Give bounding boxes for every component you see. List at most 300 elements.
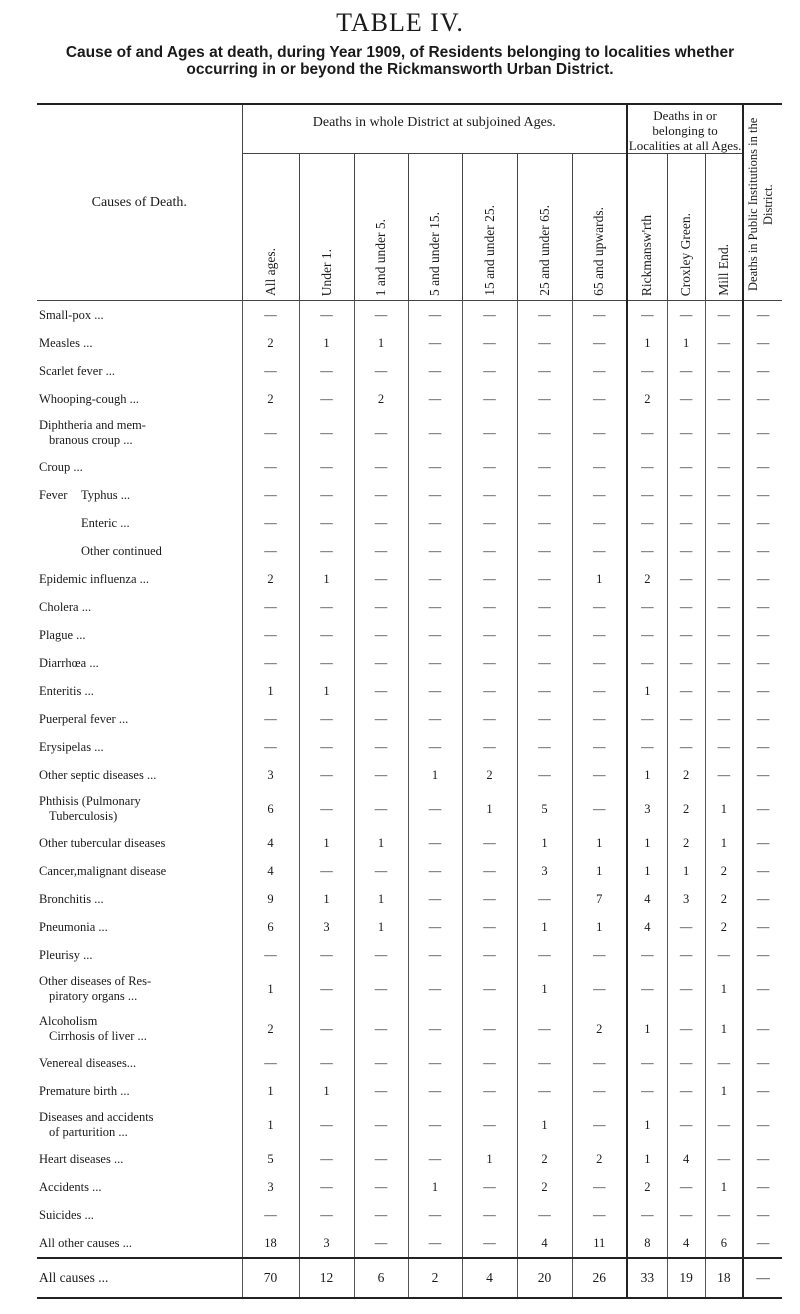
value-cell: — [462,413,517,453]
value-cell: — [354,1049,408,1077]
value-cell: — [408,1049,462,1077]
value-cell: — [572,537,627,565]
value-cell: — [462,1009,517,1049]
value-cell: 1 [408,1173,462,1201]
value-cell: — [627,649,667,677]
value-cell: — [517,301,572,330]
value-cell: — [705,761,743,789]
value-cell: — [408,385,462,413]
cause-cell: Fever Typhus ... [39,487,131,502]
value-cell: — [743,1229,782,1258]
value-cell: — [517,1049,572,1077]
value-cell: — [354,857,408,885]
value-cell: — [743,1258,782,1298]
value-cell: — [408,537,462,565]
column-header: 25 and under 65. [517,154,572,301]
value-cell: — [627,509,667,537]
cause-cell: Alcoholism Cirrhosis of liver ... [39,1014,147,1043]
value-cell: 1 [627,677,667,705]
value-cell: 18 [242,1229,299,1258]
table-row [37,1145,782,1173]
value-cell: — [408,941,462,969]
value-cell: — [354,733,408,761]
value-cell: 7 [572,885,627,913]
cause-cell: All causes ... [37,1258,242,1298]
value-cell: 3 [299,1229,354,1258]
value-cell: 6 [242,913,299,941]
value-cell: 1 [627,329,667,357]
value-cell: 12 [299,1258,354,1298]
value-cell: — [408,677,462,705]
cause-cell: Erysipelas ... [39,739,104,754]
value-cell: — [408,413,462,453]
value-cell: 1 [705,829,743,857]
cause-cell: Premature birth ... [39,1083,130,1098]
value-cell: — [462,453,517,481]
value-cell: — [408,509,462,537]
value-cell: 1 [354,885,408,913]
table-row [37,677,782,705]
value-cell: — [354,593,408,621]
value-cell: 3 [242,761,299,789]
value-cell: — [354,789,408,829]
value-cell: — [572,1201,627,1229]
value-cell: 1 [242,1077,299,1105]
value-cell: — [743,593,782,621]
value-cell: 1 [517,1105,572,1145]
value-cell: — [572,329,627,357]
value-cell: — [667,733,705,761]
value-cell: — [572,385,627,413]
value-cell: 1 [705,1173,743,1201]
value-cell: — [517,1009,572,1049]
value-cell: — [517,537,572,565]
value-cell: — [462,941,517,969]
value-cell: — [705,649,743,677]
cause-cell: Heart diseases ... [39,1151,124,1166]
value-cell: — [408,857,462,885]
value-cell: — [299,593,354,621]
value-cell: — [462,969,517,1009]
value-cell: — [242,621,299,649]
value-cell: — [667,301,705,330]
value-cell: — [354,413,408,453]
value-cell: 5 [242,1145,299,1173]
value-cell: — [705,565,743,593]
value-cell: — [354,481,408,509]
value-cell: — [299,733,354,761]
value-cell: — [354,649,408,677]
value-cell: — [242,1201,299,1229]
value-cell: — [354,705,408,733]
value-cell: — [354,1105,408,1145]
value-cell: — [667,385,705,413]
value-cell: 1 [705,1009,743,1049]
value-cell: — [572,1105,627,1145]
value-cell: — [299,301,354,330]
value-cell: — [517,761,572,789]
value-cell: — [299,1105,354,1145]
value-cell: — [572,621,627,649]
value-cell: — [242,509,299,537]
value-cell: — [705,593,743,621]
value-cell: — [299,413,354,453]
value-cell: 20 [517,1258,572,1298]
value-cell: 1 [705,1077,743,1105]
value-cell: — [627,1201,667,1229]
value-cell: — [743,453,782,481]
value-cell: — [408,329,462,357]
value-cell: — [667,1049,705,1077]
value-cell: 1 [627,1105,667,1145]
value-cell: 1 [517,913,572,941]
value-cell: — [517,705,572,733]
value-cell: — [705,1145,743,1173]
value-cell: 5 [517,789,572,829]
value-cell: — [667,677,705,705]
value-cell: — [705,413,743,453]
value-cell: — [408,733,462,761]
value-cell: 1 [627,1145,667,1173]
value-cell: — [743,329,782,357]
value-cell: — [354,1173,408,1201]
value-cell: — [705,453,743,481]
value-cell: — [572,509,627,537]
table-row [37,481,782,509]
value-cell: — [627,357,667,385]
value-cell: — [517,329,572,357]
cause-cell: Diarrhœa ... [39,655,99,670]
value-cell: 2 [705,913,743,941]
table-row [37,537,782,565]
value-cell: — [462,621,517,649]
value-cell: 11 [572,1229,627,1258]
value-cell: — [743,913,782,941]
value-cell: — [299,1009,354,1049]
value-cell: — [743,941,782,969]
value-cell: — [517,1201,572,1229]
value-cell: — [299,385,354,413]
value-cell: 3 [517,857,572,885]
value-cell: 1 [242,1105,299,1145]
value-cell: 1 [705,789,743,829]
value-cell: — [299,789,354,829]
value-cell: — [667,481,705,509]
cause-cell: All other causes ... [39,1235,133,1250]
value-cell: — [408,969,462,1009]
value-cell: — [462,301,517,330]
value-cell: — [743,1145,782,1173]
value-cell: — [299,761,354,789]
table-row [37,1009,782,1049]
value-cell: 2 [462,761,517,789]
value-cell: — [354,941,408,969]
value-cell: 1 [299,885,354,913]
value-cell: — [517,565,572,593]
value-cell: 4 [627,913,667,941]
value-cell: — [462,593,517,621]
value-cell: — [627,1049,667,1077]
cause-cell: Suicides ... [39,1207,94,1222]
value-cell: 4 [462,1258,517,1298]
value-cell: — [705,621,743,649]
value-cell: — [354,537,408,565]
value-cell: — [299,1145,354,1173]
value-cell: — [743,885,782,913]
value-cell: 2 [572,1145,627,1173]
value-cell: — [299,621,354,649]
cause-cell: Venereal diseases... [39,1055,137,1070]
value-cell: — [517,385,572,413]
value-cell: 1 [705,969,743,1009]
value-cell: — [242,941,299,969]
value-cell: 3 [627,789,667,829]
value-cell: — [462,1201,517,1229]
table-row [37,1049,782,1077]
table-row [37,1201,782,1229]
value-cell: — [517,621,572,649]
value-cell: 1 [299,1077,354,1105]
table-row [37,1077,782,1105]
table-row [37,329,782,357]
value-cell: 2 [667,761,705,789]
value-cell: 2 [667,829,705,857]
cause-cell: Cancer,malignant disease [39,863,167,878]
value-cell: 33 [627,1258,667,1298]
value-cell: — [242,357,299,385]
value-cell: — [299,357,354,385]
value-cell: — [462,481,517,509]
value-cell: 1 [572,857,627,885]
value-cell: 2 [242,1009,299,1049]
value-cell: — [705,385,743,413]
value-cell: — [743,1201,782,1229]
value-cell: — [462,1229,517,1258]
value-cell: — [667,413,705,453]
value-cell: — [462,509,517,537]
public-institutions-header: Deaths in Public Institutions in the District. [743,104,782,301]
value-cell: — [743,385,782,413]
value-cell: — [462,705,517,733]
table-body [37,301,782,1299]
value-cell: — [743,1173,782,1201]
value-cell: — [572,1077,627,1105]
value-cell: — [517,885,572,913]
value-cell: — [242,301,299,330]
table-row [37,1229,782,1258]
value-cell: 2 [242,565,299,593]
cause-cell: Scarlet fever ... [39,363,116,378]
value-cell: 2 [242,329,299,357]
value-cell: — [354,1201,408,1229]
cause-cell: Accidents ... [39,1179,102,1194]
value-cell: 1 [242,677,299,705]
value-cell: — [354,357,408,385]
value-cell: — [299,453,354,481]
value-cell: 2 [705,885,743,913]
table-row [37,857,782,885]
value-cell: 8 [627,1229,667,1258]
table-row [37,413,782,453]
table-row [37,913,782,941]
value-cell: — [408,1009,462,1049]
value-cell: — [667,649,705,677]
value-cell: — [408,453,462,481]
value-cell: — [627,593,667,621]
value-cell: — [743,1049,782,1077]
value-cell: — [299,537,354,565]
value-cell: 2 [627,385,667,413]
value-cell: — [517,593,572,621]
value-cell: — [408,885,462,913]
value-cell: — [667,941,705,969]
value-cell: — [627,301,667,330]
value-cell: — [743,857,782,885]
value-cell: 4 [517,1229,572,1258]
value-cell: — [743,649,782,677]
value-cell: — [743,1077,782,1105]
value-cell: — [354,453,408,481]
value-cell: — [572,789,627,829]
value-cell: — [743,357,782,385]
value-cell: — [705,357,743,385]
value-cell: 1 [299,677,354,705]
table-row [37,941,782,969]
cause-cell: Phthisis (Pulmonary Tuberculosis) [39,794,141,823]
column-header: 65 and upwards. [572,154,627,301]
value-cell: — [627,969,667,1009]
value-cell: — [408,829,462,857]
cause-cell: Pneumonia ... [39,919,108,934]
cause-cell: Measles ... [39,335,93,350]
value-cell: — [462,1077,517,1105]
table-row [37,301,782,330]
value-cell: 4 [242,857,299,885]
table-row [37,357,782,385]
column-header: 15 and under 25. [462,154,517,301]
value-cell: — [354,1229,408,1258]
value-cell: — [572,969,627,1009]
value-cell: — [705,941,743,969]
value-cell: 9 [242,885,299,913]
value-cell: — [408,565,462,593]
value-cell: — [667,593,705,621]
table-row [37,733,782,761]
value-cell: 1 [517,829,572,857]
value-cell: — [627,481,667,509]
value-cell: — [462,1049,517,1077]
table-row [37,453,782,481]
table-row [37,385,782,413]
value-cell: — [408,621,462,649]
value-cell: — [299,509,354,537]
value-cell: — [462,913,517,941]
cause-cell: Enteric ... [81,515,130,530]
value-cell: — [705,1049,743,1077]
table-subtitle: Cause of and Ages at death, during Year 1909, of Residents belonging to localities whether occurring in or beyond the Rickmansworth Urban District. [65,44,735,78]
value-cell: 6 [354,1258,408,1298]
value-cell: — [408,1077,462,1105]
cause-cell: Puerperal fever ... [39,711,129,726]
value-cell: — [705,509,743,537]
value-cell: — [299,941,354,969]
value-cell: — [242,1049,299,1077]
value-cell: 2 [408,1258,462,1298]
value-cell: — [705,733,743,761]
value-cell: — [627,1077,667,1105]
value-cell: 1 [242,969,299,1009]
value-cell: — [462,385,517,413]
value-cell: — [572,413,627,453]
value-cell: — [517,733,572,761]
value-cell: — [667,913,705,941]
cause-cell: Croup ... [39,459,83,474]
value-cell: 2 [627,565,667,593]
total-row [37,1258,782,1298]
value-cell: — [242,649,299,677]
value-cell: — [743,789,782,829]
cause-cell: Pleurisy ... [39,947,93,962]
value-cell: 4 [667,1229,705,1258]
value-cell: — [462,677,517,705]
value-cell: — [572,705,627,733]
mortality-table [37,103,782,1299]
table-row [37,593,782,621]
value-cell: 18 [705,1258,743,1298]
column-header: Under 1. [299,154,354,301]
value-cell: — [299,969,354,1009]
value-cell: — [299,1049,354,1077]
value-cell: — [299,1173,354,1201]
cause-cell: Small-pox ... [37,301,242,330]
value-cell: 1 [627,761,667,789]
value-cell: — [242,705,299,733]
column-header: All ages. [242,154,299,301]
value-cell: — [408,481,462,509]
value-cell: — [743,829,782,857]
value-cell: — [743,537,782,565]
cause-cell: Enteritis ... [39,683,94,698]
value-cell: — [743,733,782,761]
value-cell: — [517,413,572,453]
value-cell: — [743,621,782,649]
value-cell: — [408,705,462,733]
value-cell: — [462,537,517,565]
value-cell: — [517,677,572,705]
value-cell: 1 [627,857,667,885]
causes-header: Causes of Death. [37,104,242,301]
value-cell: — [667,1077,705,1105]
value-cell: — [354,301,408,330]
value-cell: — [354,565,408,593]
table-row [37,565,782,593]
value-cell: — [705,1201,743,1229]
value-cell: — [517,453,572,481]
value-cell: — [705,1105,743,1145]
column-header: Croxley Green. [667,154,705,301]
table-row [37,789,782,829]
table-row [37,1173,782,1201]
value-cell: — [705,301,743,330]
value-cell: — [743,677,782,705]
value-cell: — [462,1173,517,1201]
value-cell: — [408,1201,462,1229]
table-row [37,1105,782,1145]
value-cell: — [408,1145,462,1173]
value-cell: — [627,621,667,649]
value-cell: — [572,301,627,330]
value-cell: — [354,677,408,705]
